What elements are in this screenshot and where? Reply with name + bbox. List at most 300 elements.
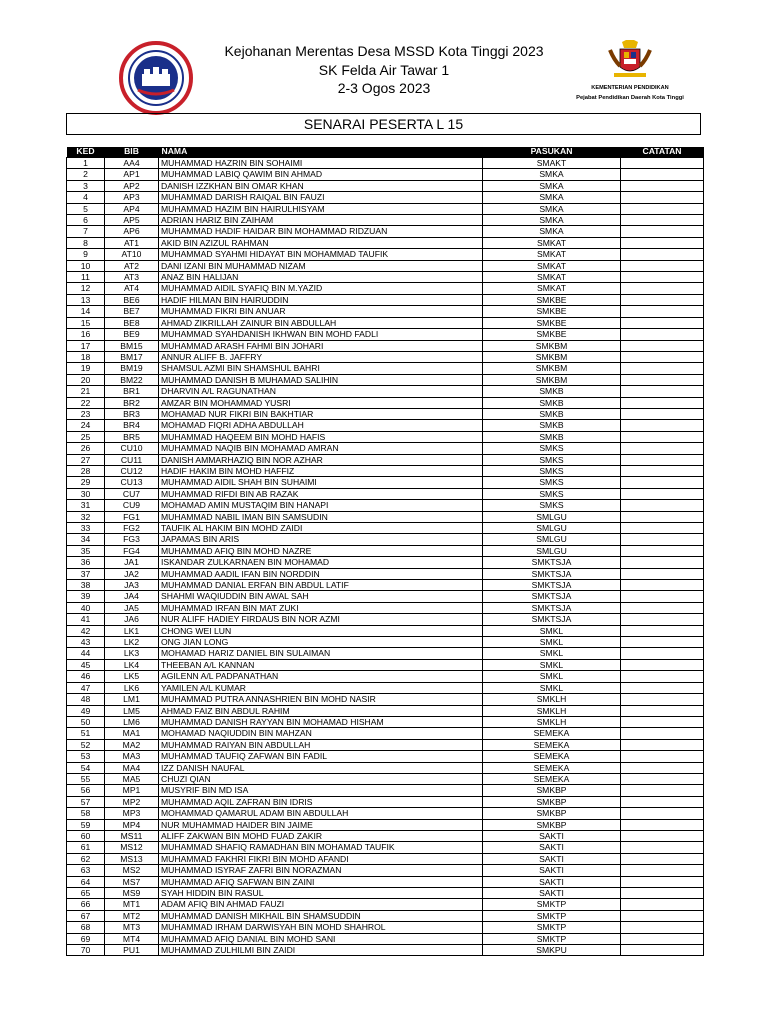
cell-ked: 43 (67, 637, 105, 648)
cell-bib: LK6 (105, 682, 159, 693)
cell-nama: ANAZ BIN HALIJAN (159, 272, 483, 283)
cell-ked: 19 (67, 363, 105, 374)
cell-nama: MUHAMMAD SHAFIQ RAMADHAN BIN MOHAMAD TAUFIK (159, 842, 483, 853)
table-row (67, 488, 704, 499)
table-row (67, 625, 704, 636)
cell-nama: MUHAMMAD DANISH B MUHAMAD SALIHIN (159, 374, 483, 385)
cell-nama: AMZAR BIN MOHAMMAD YUSRI (159, 397, 483, 408)
table-row (67, 842, 704, 853)
cell-catatan (621, 785, 704, 796)
cell-ked: 69 (67, 933, 105, 944)
cell-nama: MOHAMAD HARIZ DANIEL BIN SULAIMAN (159, 648, 483, 659)
cell-bib: BE9 (105, 329, 159, 340)
cell-nama: JAPAMAS BIN ARIS (159, 534, 483, 545)
cell-catatan (621, 431, 704, 442)
table-row (67, 899, 704, 910)
cell-ked: 18 (67, 351, 105, 362)
cell-pasukan: SMKTSJA (483, 591, 621, 602)
cell-bib: MP1 (105, 785, 159, 796)
cell-bib: CU13 (105, 477, 159, 488)
table-row (67, 545, 704, 556)
cell-catatan (621, 773, 704, 784)
cell-nama: MUHAMMAD IRFAN BIN MAT ZUKI (159, 602, 483, 613)
cell-nama: TAUFIK AL HAKIM BIN MOHD ZAIDI (159, 523, 483, 534)
table-row (67, 580, 704, 591)
cell-pasukan: SMKTSJA (483, 580, 621, 591)
cell-catatan (621, 454, 704, 465)
cell-catatan (621, 443, 704, 454)
table-row (67, 169, 704, 180)
cell-catatan (621, 545, 704, 556)
column-header-bib: BIB (105, 147, 159, 158)
cell-pasukan: SEMEKA (483, 762, 621, 773)
cell-pasukan: SMKB (483, 420, 621, 431)
cell-catatan (621, 705, 704, 716)
cell-nama: MUHAMMAD HAZRIN BIN SOHAIMI (159, 158, 483, 169)
cell-ked: 12 (67, 283, 105, 294)
cell-catatan (621, 340, 704, 351)
cell-bib: MS9 (105, 888, 159, 899)
table-row (67, 215, 704, 226)
cell-catatan (621, 500, 704, 511)
table-header-row (67, 147, 704, 158)
cell-ked: 47 (67, 682, 105, 693)
cell-nama: AGILENN A/L PADPANATHAN (159, 671, 483, 682)
cell-nama: AHMAD FAIZ BIN ABDUL RAHIM (159, 705, 483, 716)
cell-bib: JA4 (105, 591, 159, 602)
cell-pasukan: SMKBE (483, 294, 621, 305)
cell-pasukan: SMLGU (483, 534, 621, 545)
cell-catatan (621, 614, 704, 625)
table-row (67, 351, 704, 362)
cell-ked: 29 (67, 477, 105, 488)
cell-pasukan: SMKBM (483, 340, 621, 351)
table-row (67, 511, 704, 522)
table-row (67, 397, 704, 408)
table-row (67, 614, 704, 625)
cell-bib: JA2 (105, 568, 159, 579)
cell-pasukan: SMKLH (483, 694, 621, 705)
cell-pasukan: SAKTI (483, 853, 621, 864)
cell-pasukan: SMKA (483, 192, 621, 203)
cell-pasukan: SEMEKA (483, 773, 621, 784)
cell-bib: AT1 (105, 237, 159, 248)
cell-nama: MUHAMMAD FIKRI BIN ANUAR (159, 306, 483, 317)
table-row (67, 876, 704, 887)
cell-pasukan: SMKBE (483, 317, 621, 328)
event-title: Kejohanan Merentas Desa MSSD Kota Tinggi 2023 (224, 43, 544, 59)
cell-ked: 33 (67, 523, 105, 534)
cell-catatan (621, 625, 704, 636)
cell-pasukan: SMKS (483, 465, 621, 476)
table-row (67, 671, 704, 682)
cell-pasukan: SMKS (483, 477, 621, 488)
cell-bib: AP3 (105, 192, 159, 203)
cell-bib: MS11 (105, 830, 159, 841)
cell-ked: 45 (67, 659, 105, 670)
cell-catatan (621, 796, 704, 807)
cell-bib: FG1 (105, 511, 159, 522)
cell-ked: 8 (67, 237, 105, 248)
cell-ked: 5 (67, 203, 105, 214)
cell-catatan (621, 637, 704, 648)
table-row (67, 523, 704, 534)
cell-bib: LM6 (105, 716, 159, 727)
cell-pasukan: SMKAT (483, 272, 621, 283)
cell-catatan (621, 488, 704, 499)
cell-bib: JA5 (105, 602, 159, 613)
cell-bib: PU1 (105, 945, 159, 956)
cell-ked: 49 (67, 705, 105, 716)
cell-ked: 26 (67, 443, 105, 454)
cell-bib: JA1 (105, 557, 159, 568)
cell-ked: 46 (67, 671, 105, 682)
table-row (67, 465, 704, 476)
cell-pasukan: SMKTSJA (483, 602, 621, 613)
cell-nama: MUHAMMAD AQIL ZAFRAN BIN IDRIS (159, 796, 483, 807)
cell-ked: 9 (67, 249, 105, 260)
cell-bib: BM19 (105, 363, 159, 374)
cell-bib: AT2 (105, 260, 159, 271)
cell-catatan (621, 363, 704, 374)
cell-bib: BE8 (105, 317, 159, 328)
table-row (67, 659, 704, 670)
table-row (67, 716, 704, 727)
cell-ked: 16 (67, 329, 105, 340)
cell-bib: MP4 (105, 819, 159, 830)
table-row (67, 910, 704, 921)
table-row (67, 408, 704, 419)
cell-pasukan: SMKTSJA (483, 614, 621, 625)
cell-nama: MUHAMMAD ARASH FAHMI BIN JOHARI (159, 340, 483, 351)
cell-catatan (621, 557, 704, 568)
cell-pasukan: SMKA (483, 215, 621, 226)
cell-ked: 52 (67, 739, 105, 750)
table-row (67, 557, 704, 568)
cell-catatan (621, 397, 704, 408)
cell-ked: 68 (67, 922, 105, 933)
cell-bib: BR1 (105, 386, 159, 397)
ministry-name: KEMENTERIAN PENDIDIKAN (591, 85, 669, 91)
cell-ked: 64 (67, 876, 105, 887)
cell-ked: 10 (67, 260, 105, 271)
column-header-ked: KED (67, 147, 105, 158)
cell-catatan (621, 933, 704, 944)
cell-pasukan: SMKTP (483, 933, 621, 944)
cell-nama: DHARVIN A/L RAGUNATHAN (159, 386, 483, 397)
table-row (67, 431, 704, 442)
table-row (67, 374, 704, 385)
cell-pasukan: SMAKT (483, 158, 621, 169)
cell-catatan (621, 249, 704, 260)
cell-pasukan: SMKBE (483, 329, 621, 340)
cell-ked: 22 (67, 397, 105, 408)
cell-catatan (621, 682, 704, 693)
table-row (67, 226, 704, 237)
cell-nama: CHONG WEI LUN (159, 625, 483, 636)
cell-ked: 55 (67, 773, 105, 784)
table-row (67, 637, 704, 648)
table-row (67, 853, 704, 864)
cell-pasukan: SMKB (483, 386, 621, 397)
cell-ked: 41 (67, 614, 105, 625)
cell-catatan (621, 671, 704, 682)
school-sports-emblem-icon (118, 40, 194, 116)
cell-catatan (621, 511, 704, 522)
cell-pasukan: SMLGU (483, 523, 621, 534)
cell-pasukan: SMKL (483, 659, 621, 670)
document-header (0, 0, 768, 112)
cell-bib: BR3 (105, 408, 159, 419)
cell-pasukan: SMKL (483, 648, 621, 659)
cell-bib: MS2 (105, 865, 159, 876)
cell-nama: NUR ALIFF HADIEY FIRDAUS BIN NOR AZMI (159, 614, 483, 625)
cell-bib: BM15 (105, 340, 159, 351)
cell-catatan (621, 272, 704, 283)
cell-pasukan: SMKBM (483, 351, 621, 362)
cell-catatan (621, 203, 704, 214)
cell-bib: JA6 (105, 614, 159, 625)
cell-bib: BE7 (105, 306, 159, 317)
cell-nama: SHAMSUL AZMI BIN SHAMSHUL BAHRI (159, 363, 483, 374)
cell-pasukan: SMKAT (483, 283, 621, 294)
cell-nama: ADAM AFIQ BIN AHMAD FAUZI (159, 899, 483, 910)
cell-pasukan: SMKB (483, 431, 621, 442)
table-row (67, 888, 704, 899)
table-row (67, 591, 704, 602)
cell-nama: MUHAMMAD AFIQ BIN MOHD NAZRE (159, 545, 483, 556)
cell-bib: BM22 (105, 374, 159, 385)
table-row (67, 306, 704, 317)
cell-ked: 44 (67, 648, 105, 659)
table-row (67, 682, 704, 693)
cell-catatan (621, 922, 704, 933)
cell-bib: AP2 (105, 180, 159, 191)
cell-pasukan: SEMEKA (483, 728, 621, 739)
cell-pasukan: SMKL (483, 637, 621, 648)
cell-ked: 54 (67, 762, 105, 773)
table-row (67, 272, 704, 283)
cell-nama: MUSYRIF BIN MD ISA (159, 785, 483, 796)
table-row (67, 340, 704, 351)
cell-bib: CU12 (105, 465, 159, 476)
cell-bib: AT10 (105, 249, 159, 260)
table-row (67, 260, 704, 271)
table-row (67, 283, 704, 294)
cell-catatan (621, 751, 704, 762)
cell-nama: ONG JIAN LONG (159, 637, 483, 648)
table-row (67, 249, 704, 260)
cell-nama: MUHAMMAD RAIYAN BIN ABDULLAH (159, 739, 483, 750)
cell-pasukan: SMKBP (483, 819, 621, 830)
cell-catatan (621, 910, 704, 921)
cell-nama: SHAHMI WAQIUDDIN BIN AWAL SAH (159, 591, 483, 602)
cell-nama: ISKANDAR ZULKARNAEN BIN MOHAMAD (159, 557, 483, 568)
table-row (67, 534, 704, 545)
cell-ked: 42 (67, 625, 105, 636)
table-row (67, 728, 704, 739)
cell-pasukan: SMKA (483, 169, 621, 180)
cell-bib: MS12 (105, 842, 159, 853)
cell-ked: 60 (67, 830, 105, 841)
table-row (67, 363, 704, 374)
cell-ked: 34 (67, 534, 105, 545)
cell-nama: MUHAMMAD ZULHILMI BIN ZAIDI (159, 945, 483, 956)
cell-nama: MUHAMMAD NAQIB BIN MOHAMAD AMRAN (159, 443, 483, 454)
cell-catatan (621, 317, 704, 328)
table-row (67, 773, 704, 784)
cell-catatan (621, 534, 704, 545)
cell-nama: MUHAMMAD HAZIM BIN HAIRULHISYAM (159, 203, 483, 214)
cell-bib: LM5 (105, 705, 159, 716)
column-header-catatan: CATATAN (621, 147, 704, 158)
cell-ked: 31 (67, 500, 105, 511)
table-row (67, 192, 704, 203)
cell-ked: 56 (67, 785, 105, 796)
cell-nama: MUHAMMAD AFIQ DANIAL BIN MOHD SANI (159, 933, 483, 944)
cell-ked: 24 (67, 420, 105, 431)
cell-pasukan: SMKLH (483, 705, 621, 716)
cell-nama: AHMAD ZIKRILLAH ZAINUR BIN ABDULLAH (159, 317, 483, 328)
cell-bib: FG2 (105, 523, 159, 534)
table-row (67, 237, 704, 248)
cell-catatan (621, 386, 704, 397)
cell-ked: 53 (67, 751, 105, 762)
cell-catatan (621, 945, 704, 956)
cell-ked: 1 (67, 158, 105, 169)
cell-catatan (621, 842, 704, 853)
table-row (67, 500, 704, 511)
cell-pasukan: SMKTP (483, 899, 621, 910)
cell-bib: LK1 (105, 625, 159, 636)
cell-catatan (621, 728, 704, 739)
cell-nama: ALIFF ZAKWAN BIN MOHD FUAD ZAKIR (159, 830, 483, 841)
cell-ked: 48 (67, 694, 105, 705)
cell-ked: 39 (67, 591, 105, 602)
cell-bib: LK2 (105, 637, 159, 648)
cell-catatan (621, 830, 704, 841)
cell-ked: 66 (67, 899, 105, 910)
table-row (67, 648, 704, 659)
cell-ked: 15 (67, 317, 105, 328)
table-row (67, 602, 704, 613)
cell-pasukan: SMKL (483, 682, 621, 693)
cell-pasukan: SMKPU (483, 945, 621, 956)
cell-bib: AP4 (105, 203, 159, 214)
cell-pasukan: SMLGU (483, 511, 621, 522)
cell-pasukan: SMKA (483, 180, 621, 191)
cell-nama: MUHAMMAD HADIF HAIDAR BIN MOHAMMAD RIDZUAN (159, 226, 483, 237)
cell-ked: 30 (67, 488, 105, 499)
event-venue: SK Felda Air Tawar 1 (318, 61, 450, 78)
cell-ked: 40 (67, 602, 105, 613)
cell-catatan (621, 808, 704, 819)
cell-nama: MUHAMMAD IRHAM DARWISYAH BIN MOHD SHAHROL (159, 922, 483, 933)
cell-bib: MS7 (105, 876, 159, 887)
cell-catatan (621, 899, 704, 910)
table-row (67, 477, 704, 488)
cell-bib: CU10 (105, 443, 159, 454)
cell-ked: 27 (67, 454, 105, 465)
cell-catatan (621, 237, 704, 248)
cell-ked: 13 (67, 294, 105, 305)
cell-pasukan: SMKTP (483, 910, 621, 921)
table-row (67, 751, 704, 762)
table-row (67, 705, 704, 716)
cell-ked: 37 (67, 568, 105, 579)
cell-catatan (621, 591, 704, 602)
cell-pasukan: SMKBP (483, 785, 621, 796)
table-row (67, 203, 704, 214)
cell-pasukan: SMKA (483, 203, 621, 214)
cell-catatan (621, 865, 704, 876)
cell-pasukan: SMKTSJA (483, 557, 621, 568)
cell-nama: MUHAMMAD HAQEEM BIN MOHD HAFIS (159, 431, 483, 442)
cell-nama: MUHAMMAD ISYRAF ZAFRI BIN NORAZMAN (159, 865, 483, 876)
cell-ked: 62 (67, 853, 105, 864)
cell-ked: 14 (67, 306, 105, 317)
cell-ked: 32 (67, 511, 105, 522)
table-row (67, 694, 704, 705)
cell-bib: BR2 (105, 397, 159, 408)
cell-nama: HADIF HILMAN BIN HAIRUDDIN (159, 294, 483, 305)
table-row (67, 865, 704, 876)
cell-ked: 63 (67, 865, 105, 876)
cell-catatan (621, 819, 704, 830)
cell-ked: 25 (67, 431, 105, 442)
cell-bib: AA4 (105, 158, 159, 169)
cell-nama: MUHAMMAD LABIQ QAWIM BIN AHMAD (159, 169, 483, 180)
cell-bib: MT1 (105, 899, 159, 910)
event-heading (192, 42, 576, 98)
cell-ked: 58 (67, 808, 105, 819)
cell-ked: 57 (67, 796, 105, 807)
cell-catatan (621, 762, 704, 773)
cell-nama: YAMILEN A/L KUMAR (159, 682, 483, 693)
cell-catatan (621, 648, 704, 659)
table-row (67, 830, 704, 841)
cell-bib: LK4 (105, 659, 159, 670)
cell-nama: MOHAMAD NAQIUDDIN BIN MAHZAN (159, 728, 483, 739)
cell-ked: 6 (67, 215, 105, 226)
cell-catatan (621, 192, 704, 203)
district-office-name: Pejabat Pendidikan Daerah Kota Tinggi (576, 95, 684, 101)
cell-bib: MA3 (105, 751, 159, 762)
cell-ked: 35 (67, 545, 105, 556)
cell-pasukan: SEMEKA (483, 739, 621, 750)
cell-bib: BR4 (105, 420, 159, 431)
cell-catatan (621, 374, 704, 385)
list-title: SENARAI PESERTA L 15 (66, 113, 701, 135)
cell-pasukan: SAKTI (483, 842, 621, 853)
cell-pasukan: SMKL (483, 671, 621, 682)
column-header-nama: NAMA (159, 147, 483, 158)
table-row (67, 922, 704, 933)
cell-pasukan: SMKA (483, 226, 621, 237)
cell-bib: BR5 (105, 431, 159, 442)
cell-pasukan: SMKL (483, 625, 621, 636)
cell-catatan (621, 283, 704, 294)
table-row (67, 386, 704, 397)
cell-catatan (621, 169, 704, 180)
coat-of-arms-icon (600, 40, 660, 80)
cell-nama: CHUZI QIAN (159, 773, 483, 784)
cell-catatan (621, 523, 704, 534)
table-row (67, 454, 704, 465)
cell-bib: CU7 (105, 488, 159, 499)
cell-catatan (621, 602, 704, 613)
cell-pasukan: SAKTI (483, 876, 621, 887)
